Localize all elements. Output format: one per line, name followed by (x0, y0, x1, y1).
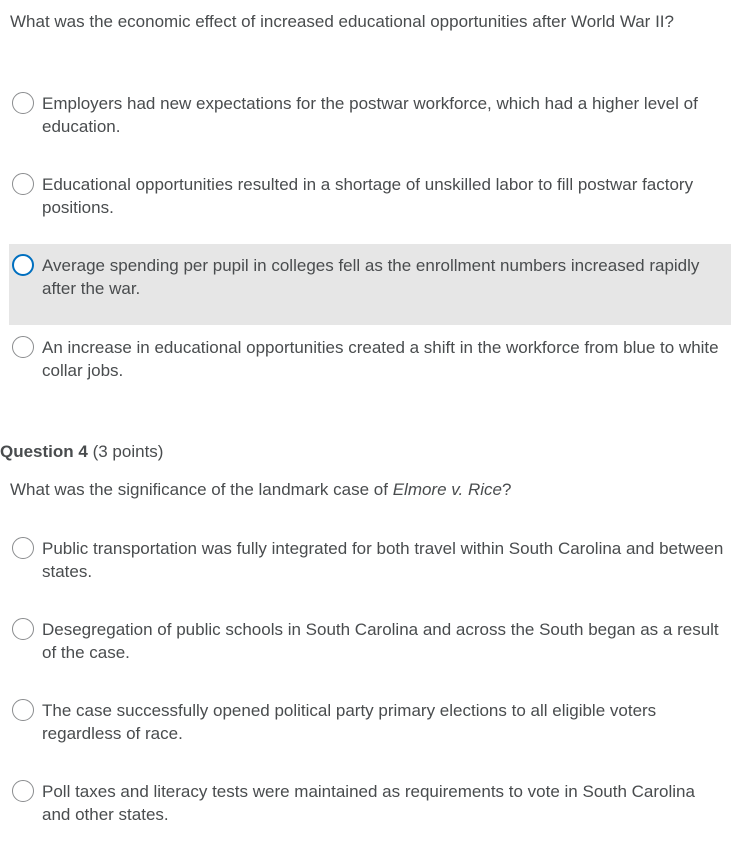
question-4-option-1[interactable] (9, 527, 731, 593)
question-4-header (0, 440, 163, 463)
question-points: (3 points) (92, 442, 164, 461)
radio-button[interactable] (12, 336, 34, 358)
option-label: Average spending per pupil in colleges fell as the enrollment numbers increased rapidly after the war. (42, 256, 700, 298)
radio-button[interactable] (12, 254, 34, 276)
radio-button[interactable] (12, 92, 34, 114)
question-3-option-4[interactable] (9, 326, 731, 392)
question-3-prompt: What was the economic effect of increased educational opportunities after World War II? (10, 12, 674, 31)
prompt-end: ? (501, 480, 512, 499)
question-4-option-3[interactable] (9, 689, 731, 755)
question-4-option-4[interactable] (9, 770, 731, 836)
radio-button[interactable] (12, 618, 34, 640)
question-3-option-3[interactable] (9, 244, 731, 325)
option-label: Desegregation of public schools in South Carolina and across the South began as a result of the case. (42, 620, 719, 662)
question-3-option-2[interactable] (9, 163, 731, 229)
case-name: Elmore v. Rice (392, 480, 502, 499)
question-title: Question 4 (0, 442, 88, 461)
option-label: Employers had new expectations for the postwar workforce, which had a higher level of education. (42, 94, 698, 136)
radio-button[interactable] (12, 537, 34, 559)
radio-button[interactable] (12, 173, 34, 195)
option-label: Poll taxes and literacy tests were maintained as requirements to vote in South Carolina and other states. (42, 782, 695, 824)
option-label: Public transportation was fully integrated for both travel within South Carolina and between states. (42, 539, 724, 581)
option-label: An increase in educational opportunities created a shift in the workforce from blue to white collar jobs. (42, 338, 719, 380)
option-label: Educational opportunities resulted in a shortage of unskilled labor to fill postwar factory positions. (42, 175, 694, 217)
radio-button[interactable] (12, 780, 34, 802)
option-label: The case successfully opened political party primary elections to all eligible voters regardless of race. (42, 701, 657, 743)
question-4-option-2[interactable] (9, 608, 731, 674)
question-3-option-1[interactable] (9, 82, 731, 148)
question-4-prompt (10, 478, 730, 501)
radio-button[interactable] (12, 699, 34, 721)
prompt-text: What was the significance of the landmark case of (10, 480, 393, 499)
